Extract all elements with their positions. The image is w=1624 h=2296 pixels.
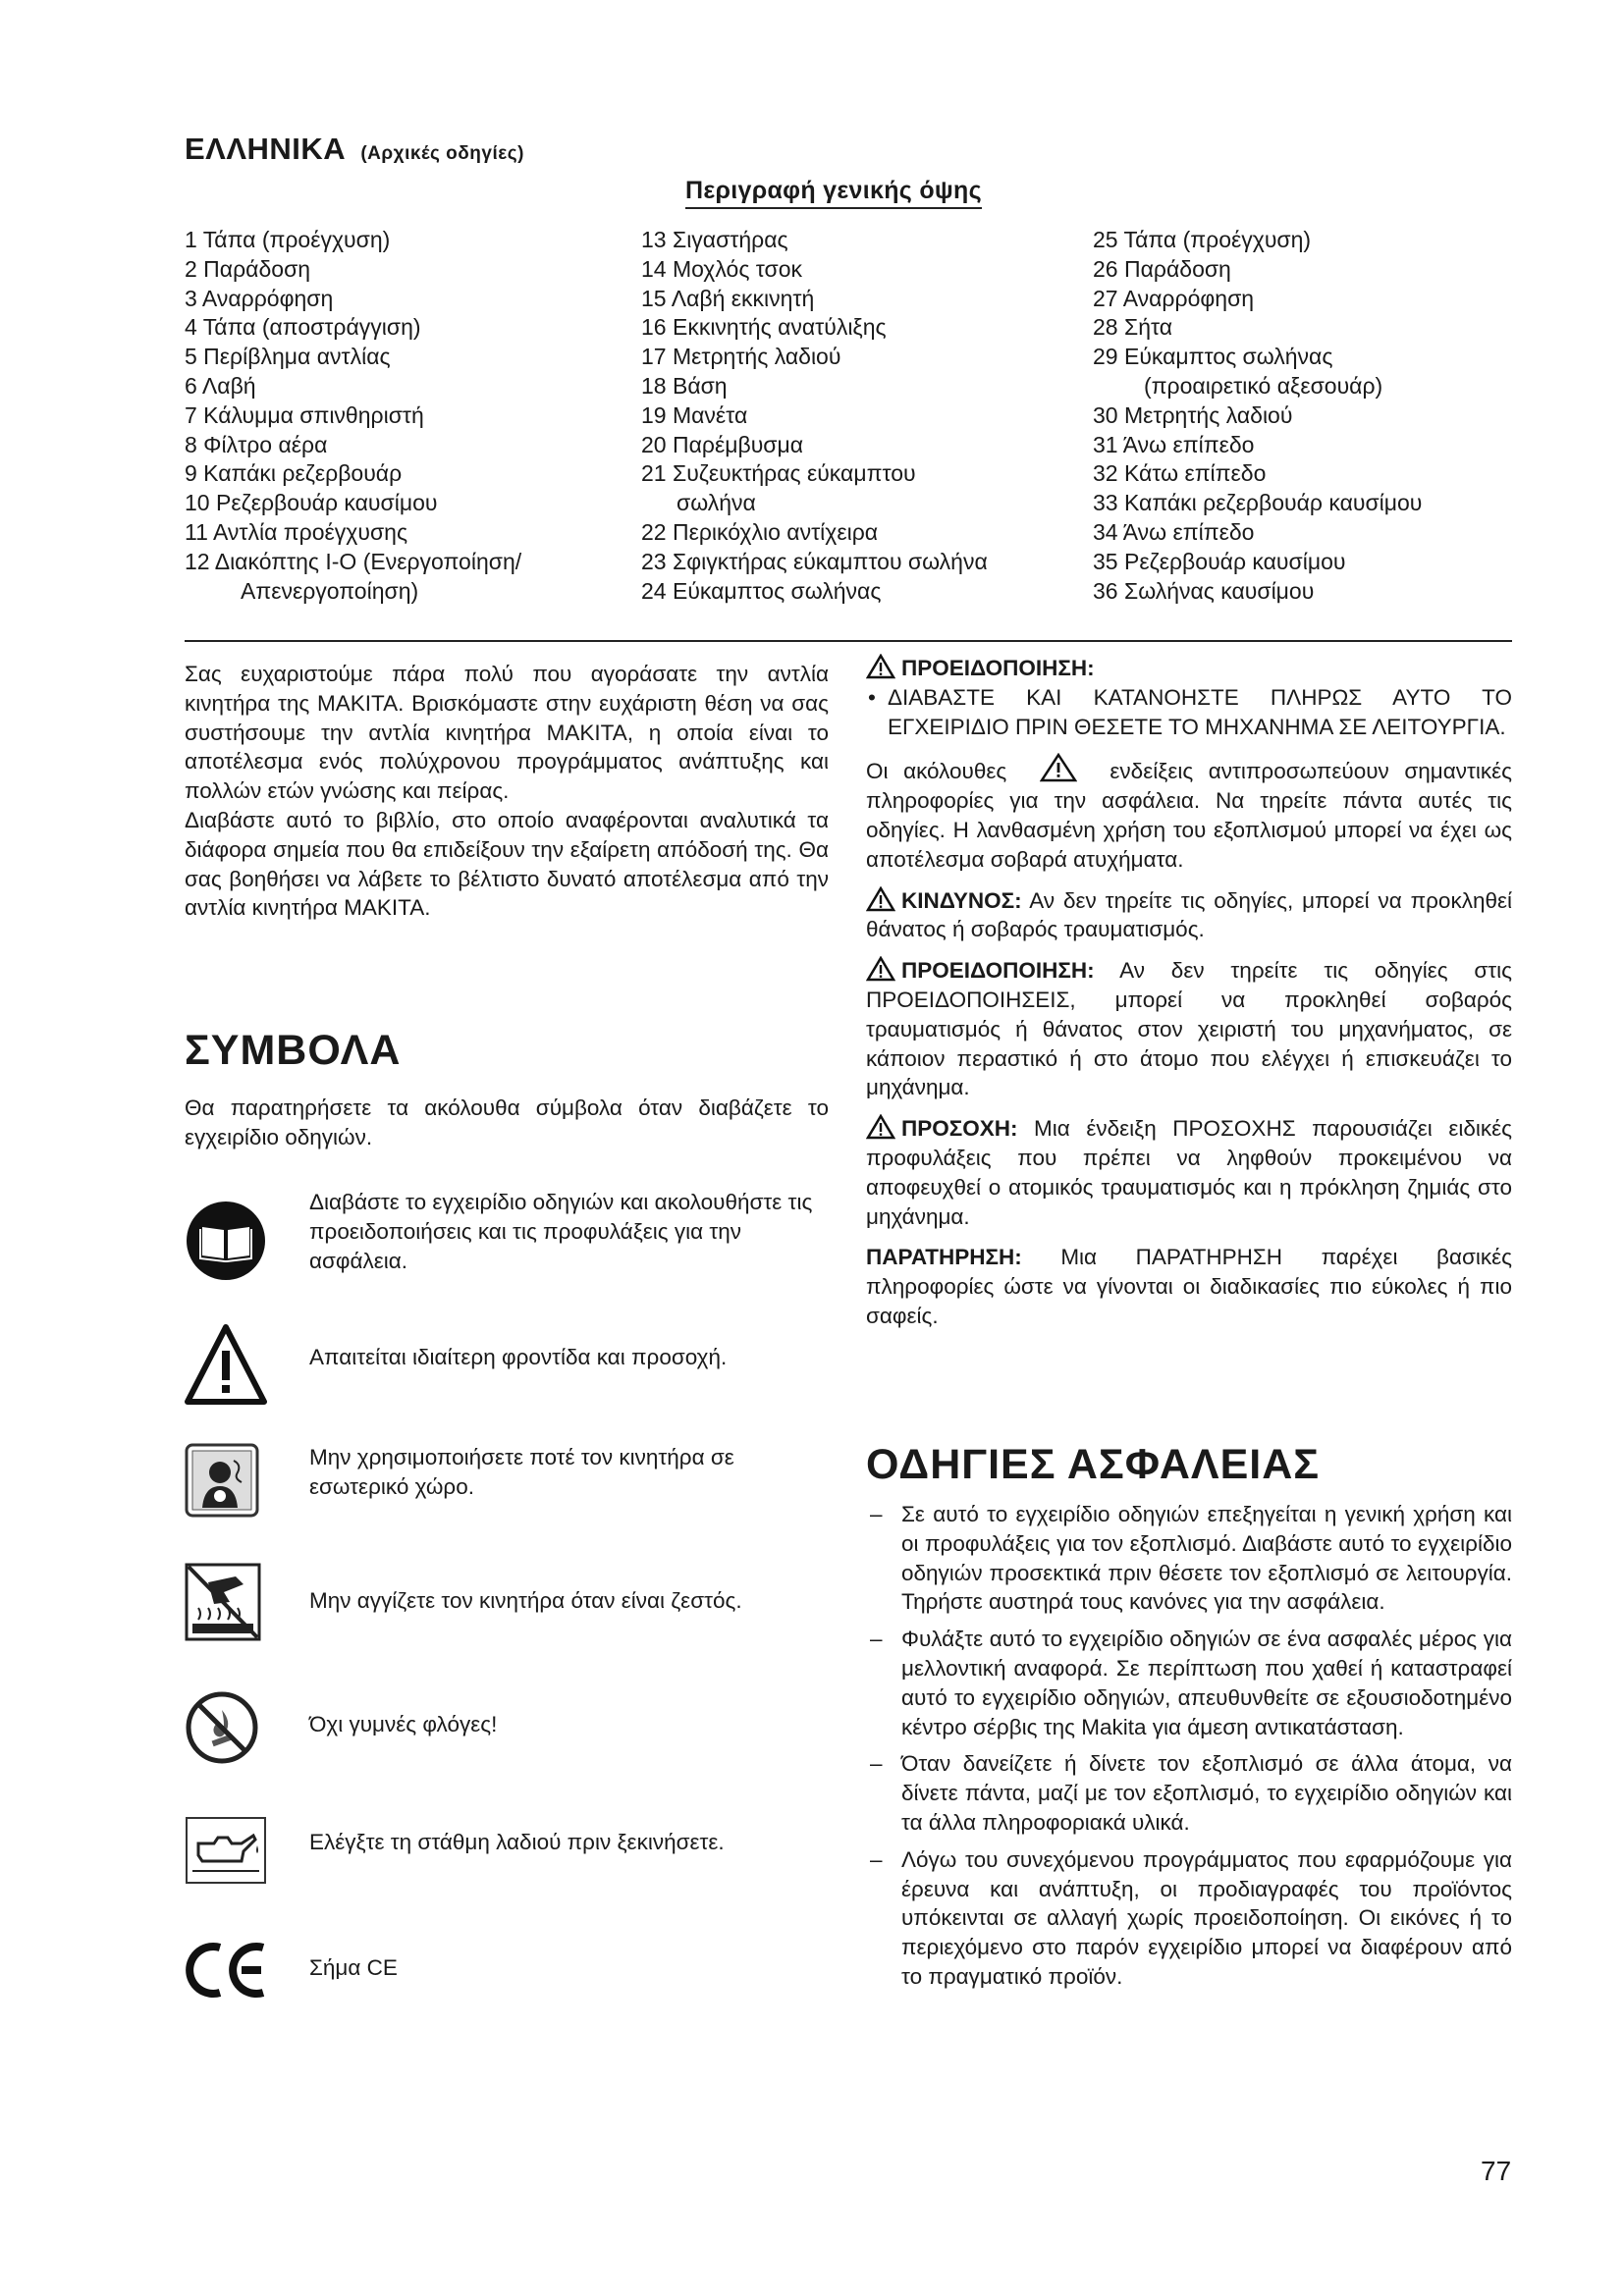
section-divider [185,640,1512,642]
part-item: 34 Άνω επίπεδο [1093,518,1255,545]
part-item: 8 Φίλτρο αέρα [185,431,328,457]
safety-item: – Σε αυτό το εγχειρίδιο οδηγιών επεξηγείται η γενική χρήση και οι προφυλάξεις για τον εξοπλισμό. Διαβάστε αυτό το εγχειρίδιο οδηγιών προσεκτικά πριν θέσετε τον εξοπλισμό σε λειτουργία. Τηρήστε αυστηρά τους κανόνες για την ασφάλεια. [870,1502,1512,1615]
parts-list-col-1 [185,226,521,606]
parts-list-col-2 [641,226,988,606]
signs-pre-text: Οι ακόλουθες [866,759,1007,784]
oil-can-icon [185,1816,267,1885]
overview-title: Περιγραφή γενικής όψης [685,177,982,209]
no-indoor-use-icon [185,1443,259,1518]
symbol-row [185,1942,852,2059]
hot-surface-icon [185,1563,261,1641]
warning-triangle-icon [866,654,895,679]
warning-triangle-icon [1040,753,1077,782]
part-item: 5 Περίβλημα αντλίας [185,344,391,370]
part-item: 36 Σωλήνας καυσίμου [1093,577,1315,604]
part-item: 15 Λαβή εκκινητή [641,285,815,311]
safety-title: ΟΔΗΓΙΕΣ ΑΣΦΑΛΕΙΑΣ [866,1441,1321,1488]
parts-list-col-3 [1093,226,1422,606]
warnings-block [866,654,1512,1331]
safety-item: – Φυλάξτε αυτό το εγχειρίδιο οδηγιών σε ένα ασφαλές μέρος για μελλοντική αναφορά. Σε περίπτωση που χαθεί ή καταστραφεί αυτό το εγχειρίδιο οδηγιών, απευθυνθείτε σε εξουσιοδοτημένο κέντρο σέρβις της Makita για άμεση αντικατάσταση. [870,1627,1512,1739]
warning-heading: ΠΡΟΕΙΔΟΠΟΙΗΣΗ: [901,656,1095,680]
part-item: 4 Τάπα (αποστράγγιση) [185,314,421,341]
safety-list [866,1500,1512,2000]
symbol-description: Όχι γυμνές φλόγες! [309,1712,498,1736]
safety-item: – Λόγω του συνεχόμενου προγράμματος που εφαρμόζουμε για έρευνα και ανάπτυξη, οι προδιαγραφές του προϊόντος υπόκεινται σε αλλαγή χωρίς προειδοποίηση. Οι εικόνες ή το περιεχόμενο στο παρόν εγχειρίδιο μπορεί να διαφέρουν από το πραγματικό προϊόν. [870,1846,1512,1989]
caution-heading: ΠΡΟΣΟΧΗ: [901,1116,1018,1142]
symbol-row [185,1690,852,1808]
part-item-continued: (προαιρετικό αξεσουάρ) [1144,372,1383,399]
part-item: 16 Εκκινητής ανατύλιξης [641,314,887,341]
safety-item-text: Λόγω του συνεχόμενου προγράμματος που εφαρμόζουμε για έρευνα και ανάπτυξη, οι προδιαγραφές του προϊόντος υπόκεινται σε αλλαγή χωρίς προειδοποίηση. Οι εικόνες ή το περιεχόμενο στο παρόν εγχειρίδιο μπορεί να διαφέρουν από το πραγματικό προϊόν. [901,1846,1512,1989]
part-item: 6 Λαβή [185,372,256,399]
part-item: 22 Περικόχλιο αντίχειρα [641,518,879,545]
danger-text: Αν δεν τηρείτε τις οδηγίες, μπορεί να προκληθεί θάνατος ή σοβαρός τραυματισμός. [866,887,1512,942]
symbol-description: Σήμα CE [309,1955,398,1980]
symbols-intro: Θα παρατηρήσετε τα ακόλουθα σύμβολα όταν διαβάζετε το εγχειρίδιο οδηγιών. [185,1095,829,1149]
symbol-row [185,1323,852,1441]
part-item: 2 Παράδοση [185,255,311,282]
note-heading: ΠΑΡΑΤΗΡΗΣΗ: [866,1245,1022,1270]
part-item: 21 Συζευκτήρας εύκαμπτου [641,460,916,487]
part-item-continued: σωλήνα [677,490,756,516]
signs-post-text: ενδείξεις αντιπροσωπεύουν σημαντικές πληροφορίες για την ασφάλεια. Να τηρείτε πάντα αυτές τις οδηγίες. Η λανθασμένη χρήση του εξοπλισμού μπορεί να έχει ως αποτέλεσμα σοβαρά ατυχήματα. [866,759,1512,872]
safety-item: – Όταν δανείζετε ή δίνετε τον εξοπλισμό σε άλλα άτομα, να δίνετε πάντα, μαζί με τον εξοπλισμό, το εγχειρίδιο οδηγιών και τα άλλα πληροφοριακά υλικά. [870,1751,1512,1835]
symbol-row [185,1443,852,1561]
caution-paragraph [866,1114,1512,1231]
symbol-description: Μην αγγίζετε τον κινητήρα όταν είναι ζεστός. [309,1588,742,1613]
intro-paragraph-2: Διαβάστε αυτό το βιβλίο, στο οποίο αναφέρονται αναλυτικά τα διάφορα σημεία που θα επιδείξουν την εξαίρετη απόδοσή της. Θα σας βοηθήσει να λάβετε το βέλτιστο δυνατό αποτέλεσμα από την αντλία κινητήρα MAKITA. [185,807,829,921]
part-item: 28 Σήτα [1093,314,1173,341]
warning2-paragraph [866,956,1512,1102]
intro-text [185,660,829,923]
note-text: Μια ΠΑΡΑΤΗΡΗΣΗ παρέχει βασικές πληροφορίες ώστε να γίνονται οι διαδικασίες πιο εύκολες ή πιο σαφείς. [866,1245,1512,1328]
warning-bullet-text: ΔΙΑΒΑΣΤΕ ΚΑΙ ΚΑΤΑΝΟΗΣΤΕ ΠΛΗΡΩΣ ΑΥΤΟ ΤΟ ΕΓΧΕΙΡΙΔΙΟ ΠΡΙΝ ΘΕΣΕΤΕ ΤΟ ΜΗΧΑΝΗΜΑ ΣΕ ΛΕΙΤΟΥΡΓΙΑ. [888,684,1512,739]
part-item: 10 Ρεζερβουάρ καυσίμου [185,490,438,516]
part-item: 27 Αναρρόφηση [1093,285,1255,311]
intro-paragraph-1: Σας ευχαριστούμε πάρα πολύ που αγοράσατε την αντλία κινητήρα της MAKITA. Βρισκόμαστε στην ευχάριστη θέση να σας συστήσουμε την αντλία κινητήρα MAKITA, η οποία είναι το αποτέλεσμα ενός πολύχρονου προγράμματος ανάπτυξης και πολλών ετών γνώσης και πείρας. [185,662,829,804]
safety-item-text: Όταν δανείζετε ή δίνετε τον εξοπλισμό σε άλλα άτομα, να δίνετε πάντα, μαζί με τον εξοπλισμό, το εγχειρίδιο οδηγιών και τα άλλα πληροφοριακά υλικά. [901,1751,1512,1835]
part-item: 20 Παρέμβυσμα [641,431,804,457]
part-item: 14 Μοχλός τσοκ [641,255,803,282]
part-item: 23 Σφιγκτήρας εύκαμπτου σωλήνα [641,548,988,574]
symbol-description: Απαιτείται ιδιαίτερη φροντίδα και προσοχή. [309,1345,728,1369]
warning-heading-line [866,654,1512,683]
part-item: 24 Εύκαμπτος σωλήνας [641,577,882,604]
part-item: 11 Αντλία προέγχυσης [185,518,408,545]
safety-item-text: Σε αυτό το εγχειρίδιο οδηγιών επεξηγείται η γενική χρήση και οι προφυλάξεις για τον εξοπλισμό. Διαβάστε αυτό το εγχειρίδιο οδηγιών προσεκτικά πριν θέσετε τον εξοπλισμό σε λειτουργία. Τηρήστε αυστηρά τους κανόνες για την ασφάλεια. [901,1502,1512,1615]
warning2-heading: ΠΡΟΕΙΔΟΠΟΙΗΣΗ: [901,958,1095,984]
part-item: 9 Καπάκι ρεζερβουάρ [185,460,403,487]
safety-item-text: Φυλάξτε αυτό το εγχειρίδιο οδηγιών σε ένα ασφαλές μέρος για μελλοντική αναφορά. Σε περίπτωση που χαθεί ή καταστραφεί αυτό το εγχειρίδιο οδηγιών, απευθυνθείτε σε εξουσιοδοτημένο κέντρο σέρβις της Makita για άμεση αντικατάσταση. [901,1627,1512,1739]
symbols-title: ΣΥΜΒΟΛΑ [185,1027,402,1074]
symbol-row [185,1816,852,1934]
symbol-row [185,1563,852,1681]
part-item: 13 Σιγαστήρας [641,227,788,252]
part-item: 17 Μετρητής λαδιού [641,344,841,370]
warning-bullet: • ΔΙΑΒΑΣΤΕ ΚΑΙ ΚΑΤΑΝΟΗΣΤΕ ΠΛΗΡΩΣ ΑΥΤΟ ΤΟ ΕΓΧΕΙΡΙΔΙΟ ΠΡΙΝ ΘΕΣΕΤΕ ΤΟ ΜΗΧΑΝΗΜΑ ΣΕ ΛΕΙΤΟΥΡΓΙΑ. [868,684,1512,739]
ce-mark-icon [185,1942,269,1999]
language-subtitle: (Αρχικές οδηγίες) [360,143,524,164]
caution-text: Μια ένδειξη ΠΡΟΣΟΧΗΣ παρουσιάζει ειδικές προφυλάξεις που πρέπει να ληφθούν προκειμένου να αποφευχθεί ο ατομικός τραυματισμός και η πρόκληση ζημιάς στο μηχάνημα. [866,1116,1512,1229]
symbol-description: Μην χρησιμοποιήσετε ποτέ τον κινητήρα σε εσωτερικό χώρο. [309,1445,734,1499]
part-item: 7 Κάλυμμα σπινθηριστή [185,401,424,428]
part-item: 31 Άνω επίπεδο [1093,431,1255,457]
part-item-continued: Απενεργοποίηση) [241,577,419,604]
page-number: 77 [1481,2156,1512,2186]
part-item: 33 Καπάκι ρεζερβουάρ καυσίμου [1093,490,1423,516]
document-language-header [185,132,524,167]
part-item: 12 Διακόπτης I-O (Ενεργοποίηση/ [185,548,522,574]
part-item: 26 Παράδοση [1093,255,1231,282]
symbol-description: Ελέγξτε τη στάθμη λαδιού πριν ξεκινήσετε. [309,1830,725,1854]
part-item: 3 Αναρρόφηση [185,285,334,311]
warning-triangle-icon [866,886,895,912]
symbol-row [185,1190,852,1308]
part-item: 32 Κάτω επίπεδο [1093,460,1267,487]
part-item: 30 Μετρητής λαδιού [1093,401,1293,428]
book-icon [185,1200,267,1282]
warning-triangle-icon [866,956,895,982]
note-paragraph [866,1243,1512,1330]
signs-paragraph [866,753,1512,874]
language-title: ΕΛΛΗΝΙΚΑ [185,132,347,166]
warning-triangle-icon [866,1114,895,1140]
part-item: 18 Βάση [641,372,728,399]
warning2-text: Αν δεν τηρείτε τις οδηγίες στις ΠΡΟΕΙΔΟΠΟΙΗΣΕΙΣ, μπορεί να προκληθεί σοβαρός τραυματισμός ή θάνατος στον χειριστή του μηχανήματος, σε κάποιον περαστικό ή στο άτομο που ελέγχει ή επισκευάζει το μηχάνημα. [866,958,1512,1100]
warning-triangle-icon [185,1323,267,1406]
part-item: 35 Ρεζερβουάρ καυσίμου [1093,548,1346,574]
part-item: 25 Τάπα (προέγχυση) [1093,227,1312,252]
part-item: 19 Μανέτα [641,401,748,428]
danger-heading: ΚΙΝΔΥΝΟΣ: [901,887,1022,913]
danger-paragraph [866,886,1512,945]
part-item: 1 Τάπα (προέγχυση) [185,227,391,252]
no-open-flame-icon [185,1690,259,1765]
part-item: 29 Εύκαμπτος σωλήνας [1093,344,1333,370]
symbol-description: Διαβάστε το εγχειρίδιο οδηγιών και ακολουθήστε τις προειδοποιήσεις και τις προφυλάξεις για την ασφάλεια. [309,1190,813,1273]
